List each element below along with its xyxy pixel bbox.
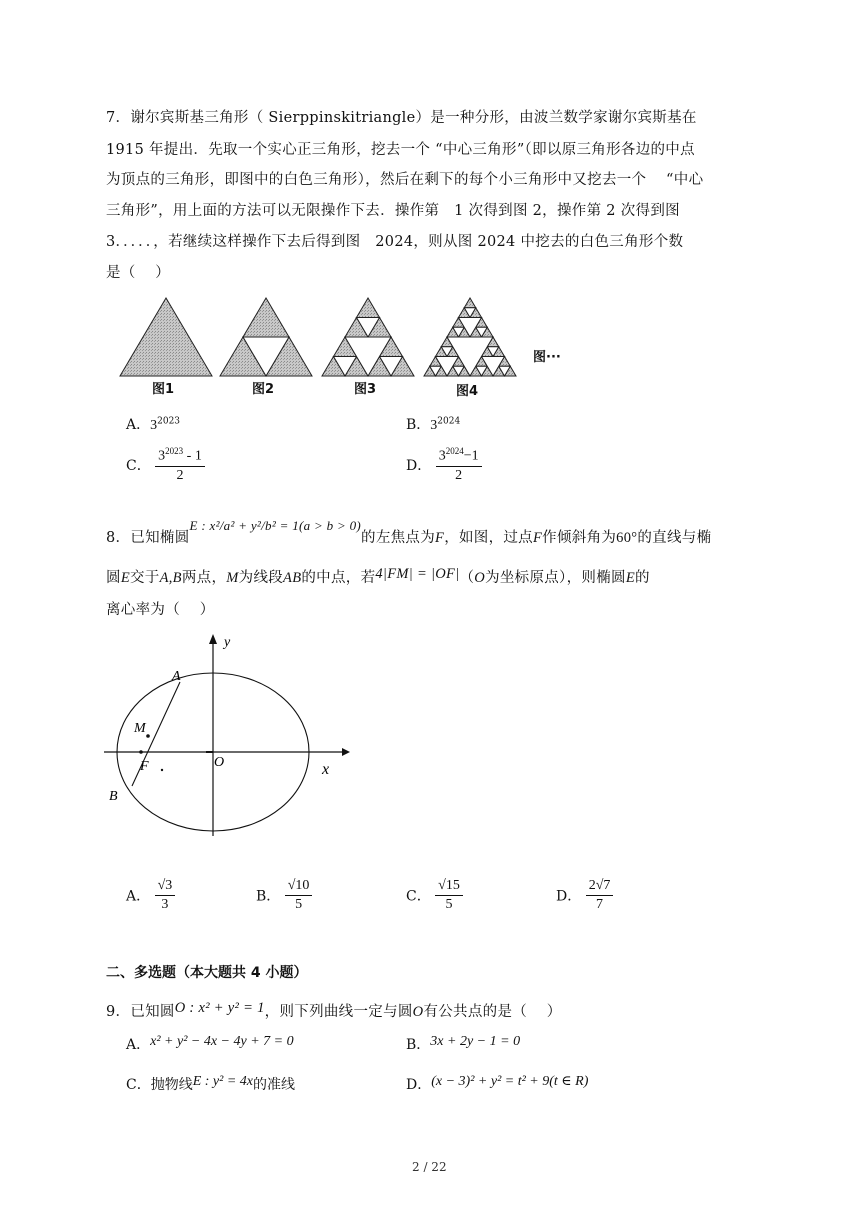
option-label: D． xyxy=(556,888,582,905)
option-label: C．抛物线 xyxy=(126,1077,193,1093)
x-axis-arrow-icon xyxy=(342,748,350,756)
option-tail: 的准线 xyxy=(253,1077,296,1093)
q8-text: 的左焦点为 xyxy=(361,530,436,546)
filled-triangle xyxy=(120,298,212,376)
filled-triangle xyxy=(357,298,380,318)
q7-option-b[interactable] xyxy=(406,414,460,434)
q8-text: 为坐标原点），则椭圆 xyxy=(485,570,626,586)
option-base: 3 xyxy=(430,418,438,433)
caption-fig-more: 图··· xyxy=(533,350,561,365)
q8-option-c[interactable] xyxy=(406,878,463,913)
option-fraction xyxy=(435,878,463,913)
q9-prefix: 9．已知圆 xyxy=(106,1004,175,1020)
q7-option-c[interactable] xyxy=(126,446,205,484)
q8-text: 交于 xyxy=(129,570,160,586)
numerator-minus: - 1 xyxy=(183,448,202,464)
numerator-minus: −1 xyxy=(463,448,479,464)
q8-line-2 xyxy=(106,566,650,587)
label-o: O xyxy=(214,755,225,770)
q8-option-a[interactable] xyxy=(126,878,175,913)
numerator-base: 3 xyxy=(158,448,166,464)
option-label: B． xyxy=(256,888,281,905)
point-f-dot xyxy=(139,750,143,754)
numerator: 2√7 xyxy=(586,878,614,896)
figure-3-triangle xyxy=(322,298,414,376)
option-exponent: 2024 xyxy=(437,416,461,427)
q9-option-a[interactable] xyxy=(126,1034,294,1054)
q8-option-b[interactable] xyxy=(256,878,312,913)
page-number: 2 / 22 xyxy=(412,1160,447,1174)
q8-prefix: 8．已知椭圆 xyxy=(106,530,190,546)
q9-line-1 xyxy=(106,1000,562,1021)
q7-line-6: 是（ ） xyxy=(106,265,171,281)
q9-text: ，则下列曲线一定与圆 xyxy=(264,1004,413,1020)
label-f: F xyxy=(140,759,149,774)
option-equation: 3x + 2y − 1 = 0 xyxy=(430,1034,521,1049)
numerator-base: 3 xyxy=(438,448,446,464)
stray-dot xyxy=(161,769,163,771)
q8-text: 的 xyxy=(634,570,650,586)
figure-4-triangle xyxy=(424,298,516,376)
label-b: B xyxy=(109,789,118,804)
label-x: x xyxy=(322,761,330,778)
y-axis-arrow-icon xyxy=(209,634,217,644)
point-m-dot xyxy=(146,734,150,738)
option-label: C． xyxy=(126,457,151,474)
label-y: y xyxy=(224,635,231,650)
option-equation: E : y² = 4x xyxy=(192,1074,254,1089)
section-heading: 二、多选题（本大题共 4 小题） xyxy=(106,965,308,981)
denominator: 2 xyxy=(455,467,463,483)
option-label: B． xyxy=(406,1037,431,1053)
option-label: A． xyxy=(126,417,151,433)
circle-o: O xyxy=(412,1004,424,1020)
ellipse-e: E xyxy=(625,570,635,586)
caption-fig1: 图1 xyxy=(152,382,175,397)
q7-option-a[interactable] xyxy=(126,414,180,434)
q7-line-5: 3．．．．．，若继续这样操作下去后得到图 2024，则从图 2024 中挖去的白色三角形个数 xyxy=(106,234,684,250)
q9-option-d[interactable] xyxy=(406,1074,588,1094)
option-label: D． xyxy=(406,457,432,474)
q8-text: ，如图，过点 xyxy=(444,530,533,546)
figure-1-triangle xyxy=(120,298,212,376)
q8-line-3: 离心率为（ ） xyxy=(106,602,215,618)
q8-text: 圆 xyxy=(106,570,121,586)
focus-f: F xyxy=(533,530,543,546)
option-label: C． xyxy=(406,888,431,905)
option-fraction xyxy=(436,446,482,484)
option-exponent: 2023 xyxy=(157,416,181,427)
denominator: 7 xyxy=(596,897,604,912)
numerator-exponent: 2023 xyxy=(165,446,184,456)
q8-line-1 xyxy=(106,518,712,547)
option-fraction xyxy=(155,878,176,913)
option-fraction xyxy=(285,878,313,913)
q8-text: 的中点，若 xyxy=(301,570,376,586)
filled-triangle xyxy=(243,298,289,337)
caption-fig3: 图3 xyxy=(354,382,377,397)
numerator-exponent: 2024 xyxy=(445,446,464,456)
numerator: √10 xyxy=(285,878,313,896)
q8-text: 为线段 xyxy=(238,570,284,586)
figure-2-triangle xyxy=(220,298,312,376)
ellipse-e: E xyxy=(120,570,130,586)
segment-ab: AB xyxy=(283,570,302,586)
ellipse-equation: E : x²/a² + y²/b² = 1(a > b > 0) xyxy=(189,518,362,533)
label-a: A xyxy=(172,669,181,684)
option-label: A． xyxy=(126,888,151,905)
caption-fig2: 图2 xyxy=(252,382,275,397)
q7-line-3: 为顶点的三角形，即图中的白色三角形），然后在剩下的每个小三角形中又挖去一个 “中心 xyxy=(106,172,704,188)
ellipse-figure xyxy=(96,628,356,848)
angle-value: 60° xyxy=(616,530,638,546)
origin-o: O xyxy=(474,570,486,586)
q8-text: 两点， xyxy=(181,570,227,586)
point-m: M xyxy=(226,570,239,586)
option-label: B． xyxy=(406,417,431,433)
condition: 4|FM| = |OF| xyxy=(375,566,460,582)
denominator: 3 xyxy=(161,897,169,912)
q8-text: 的直线与椭 xyxy=(637,530,712,546)
circle-equation: O : x² + y² = 1 xyxy=(174,1000,265,1016)
denominator: 5 xyxy=(445,897,453,912)
option-fraction xyxy=(586,878,614,913)
focus-f: F xyxy=(435,530,445,546)
option-base: 3 xyxy=(150,418,158,433)
option-label: D． xyxy=(406,1077,432,1093)
q8-text: （ xyxy=(459,570,475,586)
q8-option-d[interactable] xyxy=(556,878,613,913)
q8-text: 作倾斜角为 xyxy=(542,530,617,546)
q9-option-c[interactable] xyxy=(126,1074,295,1094)
denominator: 5 xyxy=(295,897,303,912)
numerator: √15 xyxy=(435,878,463,896)
numerator: √3 xyxy=(155,878,176,896)
option-fraction xyxy=(155,446,205,484)
q7-line-2: 1915 年提出．先取一个实心正三角形，挖去一个 “中心三角形”（即以原三角形各边的中点 xyxy=(106,142,695,158)
q9-option-b[interactable] xyxy=(406,1034,520,1054)
points-ab: A,B xyxy=(159,570,182,586)
label-m: M xyxy=(134,721,146,736)
option-equation: x² + y² − 4x − 4y + 7 = 0 xyxy=(150,1034,294,1049)
option-label: A． xyxy=(126,1037,151,1053)
q7-line-1: 7．谢尔宾斯基三角形（ Sierppinskitriangle）是一种分形，由波兰数学家谢尔宾斯基在 xyxy=(106,110,697,126)
caption-fig4: 图4 xyxy=(456,384,479,399)
q7-option-d[interactable] xyxy=(406,446,482,484)
sierpinski-figures xyxy=(110,292,570,400)
option-equation: (x − 3)² + y² = t² + 9(t ∈ R) xyxy=(431,1074,589,1089)
denominator: 2 xyxy=(176,467,184,483)
q7-line-4: 三角形”，用上面的方法可以无限操作下去．操作第 1 次得到图 2，操作第 2 次得到图 xyxy=(106,203,680,219)
q9-text: 有公共点的是（ ） xyxy=(423,1004,562,1020)
filled-triangle xyxy=(464,298,476,308)
